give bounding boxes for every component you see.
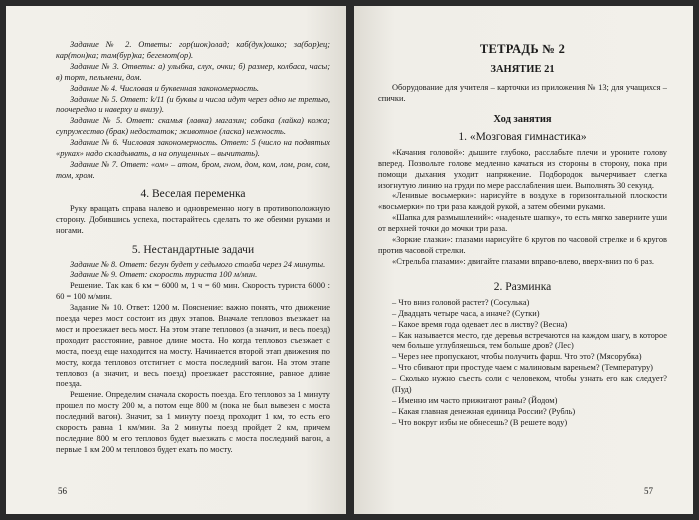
notebook-title: ТЕТРАДЬ № 2: [479, 42, 566, 56]
gym-item: «Стрельба глазами»: двигайте глазами вправо-влево, вверх-вниз по 6 раз.: [392, 256, 654, 266]
answer-line: Задание № 6. Числовая закономерность. Ответ: 5 (число на подвятых «руках» надо складывать, а на опущенных – вычитать).: [56, 138, 330, 159]
equipment-text: Оборудование для учителя – карточки из приложения № 13; для учащихся – спички.: [378, 83, 667, 103]
task-10-solution: Решение. Определим сначала скорость поезда. Его тепловоз за 1 минуту прошел по мосту 200 м, а потом еще 800 м (пока не был вывезен с моста последний вагон). Значит, за 1 минуту поезд проходит 1 км, то есть его скорость равна 1 км/мин. За 2 минуты поезд пройдет 2 км, причем последние 800 м его тепловоз будет выезжать с моста последний вагон, а первые 1 км 200 м тепловоз будет ехать по мосту.: [56, 390, 330, 454]
gym-list: [378, 148, 667, 268]
answer-line: Задание № 5. Ответ: скамья (лавка) магазин; собака (лайка) кожа; супружество (брак) недостаток; животное (ласка) нежность.: [56, 116, 330, 137]
section-heading-gym: 1. «Мозговая гимнастика»: [458, 130, 587, 143]
page-number: 57: [644, 486, 653, 496]
gym-item: «Зоркие глазки»: глазами нарисуйте 6 кругов по часовой стрелке и 6 кругов против часовой стрелки.: [378, 235, 667, 255]
answers-block: [56, 40, 330, 182]
page-number: 56: [58, 486, 67, 496]
lesson-title: ЗАНЯТИЕ 21: [490, 64, 555, 75]
warmup-item: – Как называется место, где деревья встречаются на каждом шагу, в которое чем больше углубляешься, тем больше дров? (Лес): [392, 330, 667, 351]
right-page: [354, 6, 693, 514]
answer-line: Задание № 4. Числовая и буквенная закономерность.: [70, 83, 260, 93]
warmup-item: – Сколько нужно съесть соли с человеком, чтобы узнать его как следует? (Пуд): [392, 374, 667, 395]
gym-item: «Шапка для размышлений»: «наденьте шапку», то есть мягко заверните уши от верхней точки до мочки три раза.: [378, 213, 667, 234]
task-solution: Решение. Так как 6 км = 6000 м, 1 ч = 60 мин. Скорость туриста 6000 : 60 = 100 м/мин.: [56, 281, 330, 302]
warmup-item: – Какая главная денежная единица России? (Рубль): [392, 406, 576, 416]
warmup-item: – Через нее пропускают, чтобы получить фарш. Что это? (Мясорубка): [392, 352, 642, 362]
gym-item: «Качания головой»: дышите глубоко, расслабьте плечи и уроните голову вперед. Позвольте голове медленно качаться из стороны в сторону, пока при помощи дыхания уходит напряжение. Подбородок вычерчивает слегка изогнутую линию на груди по мере расслабления шеи. Выполнять 30 секунд.: [378, 147, 667, 190]
task-10-text: Задание № 10. Ответ: 1200 м. Пояснение: важно понять, что движение поезда через мост состоит из двух этапов. Вначале тепловоз въезжает на мост и проезжает весь мост. На этом этапе тепловоз (а значит, и весь поезд) проходит расстояние, равное длине моста. Но когда тепловоз съезжает с моста, поезд еще находится на мосту. Начинается второй этап движения по мосту, когда тепловоз отстигнет с моста последний вагон. На этом этапе тепловоз (а значит, и весь поезд) проезжает расстояние, равное длине поезда.: [56, 303, 330, 389]
warmup-item: – Что сбивают при простуде чаем с малиновым вареньем? (Температуру): [392, 363, 653, 373]
answer-line: Задание № 3. Ответы: а) улыбка, слух, очки; б) размер, колбаса, часы; в) торт, пельмени, дом.: [56, 61, 330, 82]
warmup-item: – Именно им часто прижигают раны? (Йодом): [392, 395, 558, 405]
answer-line: Задание № 7. Ответ: «ом» – атом, бром, гном, дом, ком, лом, ром, сом, том, хром.: [56, 159, 330, 180]
warmup-item: – Какое время года одевает лес в листву? (Весна): [392, 319, 568, 329]
section-heading-warmup: 2. Разминка: [493, 280, 552, 293]
section-4-text: Руку вращать справа налево и одновременно ногу в противоположную сторону. Добившись успеха, постарайтесь сделать то же обеими руками и ногами.: [56, 203, 330, 235]
section-heading-break: 4. Веселая переменка: [140, 187, 246, 200]
answer-line: Задание № 5. Ответ: k/11 (и буквы и числа идут через одно не третью, поочередно и наверху и внизу).: [56, 94, 330, 115]
left-page: [6, 6, 346, 514]
warmup-item: – Что вокруг избы не обнесешь? (В решете воду): [392, 417, 568, 427]
warmup-item: – Двадцать четыре часа, а иначе? (Сутки): [392, 308, 540, 318]
task-line: Задание № 9. Ответ: скорость туриста 100 м/мин.: [70, 270, 258, 280]
warmup-list: [378, 298, 667, 429]
gym-item: «Ленивые восьмерки»: нарисуйте в воздухе в горизонтальной плоскости «восьмерки» по три раза каждой рукой, а затем обеими руками.: [378, 191, 667, 212]
answer-line: Задание № 2. Ответы: гор(шок)олад; каб(дук)ошко; за(бор)ец; кар(тон)ка; там(бур)ка; бегемот(ор).: [56, 40, 330, 60]
section-heading-puzzles: 5. Нестандартные задачи: [131, 243, 255, 256]
warmup-item: – Что вниз головой растет? (Сосулька): [392, 297, 530, 307]
task-line: Задание № 8. Ответ: бегун будет у седьмого столба через 24 минуты.: [70, 259, 326, 269]
course-title: Ход занятия: [493, 113, 552, 125]
